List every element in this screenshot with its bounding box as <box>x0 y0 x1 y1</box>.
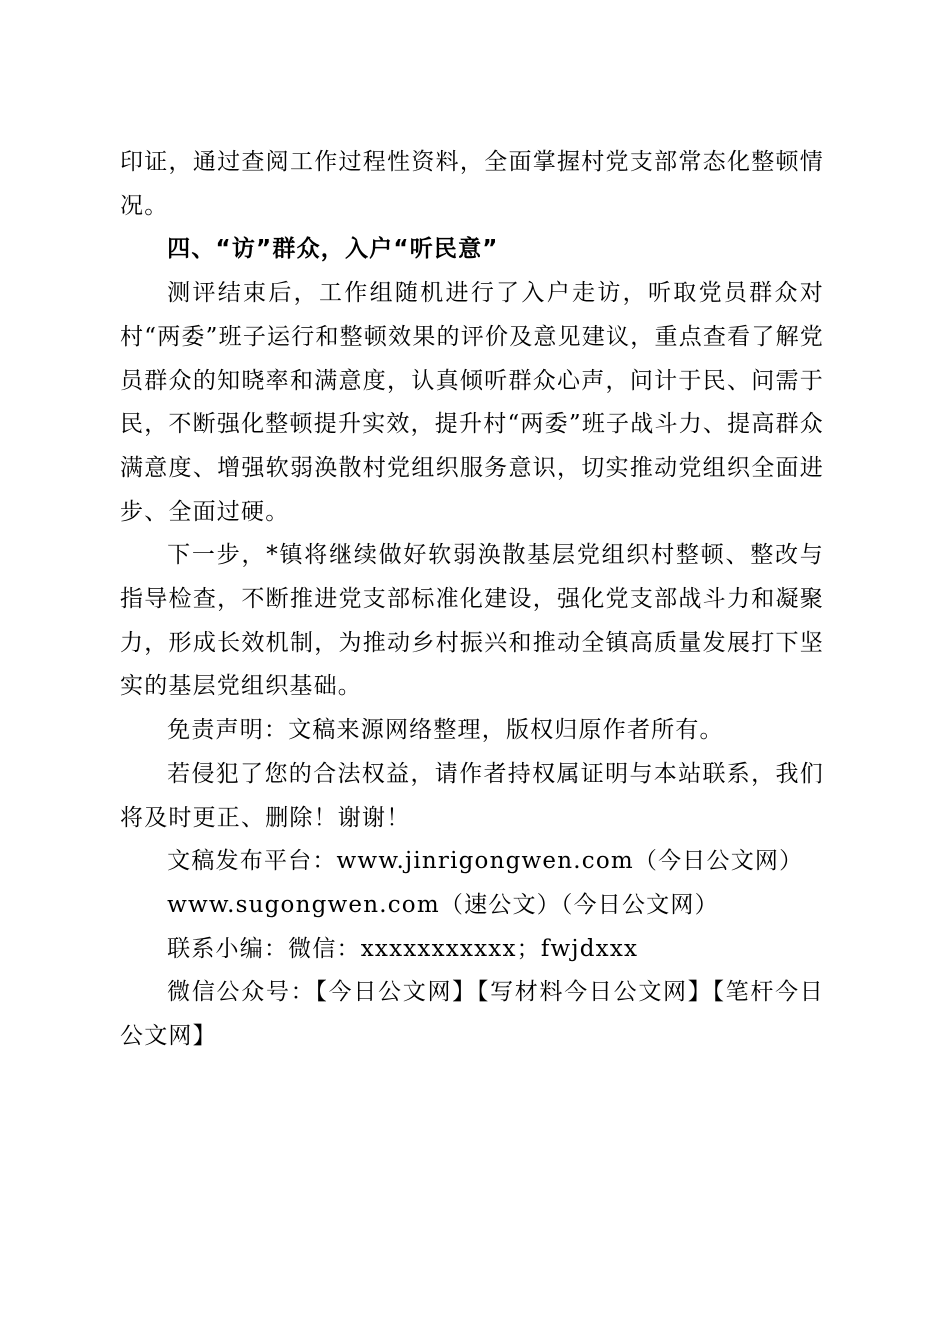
next-step-paragraph: 下一步，*镇将继续做好软弱涣散基层党组织村整顿、整改与指导检查，不断推进党支部标准化建设，强化党支部战斗力和凝聚力，形成长效机制，为推动乡村振兴和推动全镇高质量发展打下坚实的基层党组织基础。 <box>120 542 824 700</box>
document-page <box>120 141 824 1059</box>
continuation-paragraph: 印证，通过查阅工作过程性资料，全面掌握村党支部常态化整顿情况。 <box>120 149 824 219</box>
wechat-accounts-line: 微信公众号：【今日公文网】【写材料今日公文网】【笔杆今日公文网】 <box>120 979 824 1050</box>
publish-platform-line: 文稿发布平台：www.jinrigongwen.com（今日公文网） <box>167 848 804 875</box>
visit-paragraph: 测评结束后，工作组随机进行了入户走访，听取党员群众对村“两委”班子运行和整顿效果的评价及意见建议，重点查看了解党员群众的知晓率和满意度，认真倾听群众心声，问计于民、问需于民，不断强化整顿提升实效，提升村“两委”班子战斗力、提高群众满意度、增强软弱涣散村党组织服务意识，切实推动党组织全面进步、全面过硬。 <box>120 280 824 525</box>
disclaimer-line: 免责声明：文稿来源网络整理，版权归原作者所有。 <box>167 717 724 744</box>
infringement-notice: 若侵犯了您的合法权益，请作者持权属证明与本站联系，我们将及时更正、删除！谢谢！ <box>120 760 824 831</box>
section-heading: 四、“访”群众，入户“听民意” <box>167 236 499 263</box>
contact-line: 联系小编：微信：xxxxxxxxxxx；fwjdxxx <box>167 935 639 962</box>
alt-site-line: www.sugongwen.com（速公文）（今日公文网） <box>167 891 719 918</box>
